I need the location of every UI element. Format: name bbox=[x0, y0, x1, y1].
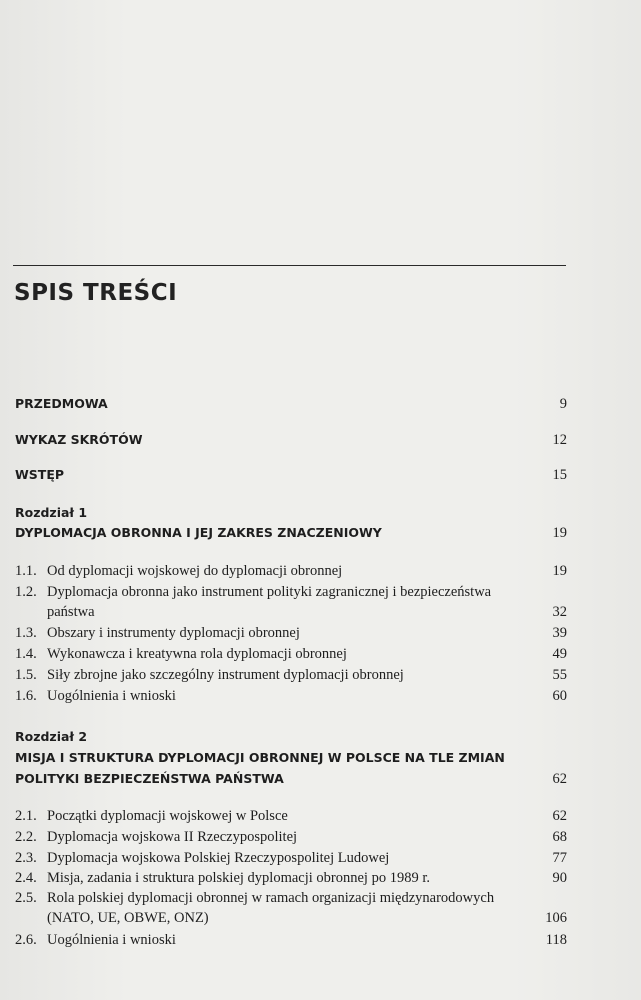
toc-section-entry[interactable] bbox=[15, 686, 567, 706]
toc-page-number: 90 bbox=[552, 870, 567, 886]
toc-section-entry[interactable] bbox=[15, 848, 567, 868]
section-number: 1.4. bbox=[15, 646, 37, 662]
section-title: Rola polskiej dyplomacji obronnej w ramach organizacji międzynarodowych (NATO, UE, OBWE, ONZ) bbox=[47, 890, 495, 926]
toc-page-number: 19 bbox=[552, 525, 567, 541]
section-title: Od dyplomacji wojskowej do dyplomacji obronnej bbox=[47, 563, 343, 579]
chapter-title-entry[interactable] bbox=[15, 747, 567, 789]
section-title: Misja, zadania i struktura polskiej dyplomacji obronnej po 1989 r. bbox=[47, 870, 430, 886]
section-title: Obszary i instrumenty dyplomacji obronnej bbox=[47, 625, 300, 641]
toc-section-entry[interactable] bbox=[15, 582, 567, 622]
toc-entry-label: WSTĘP bbox=[15, 467, 65, 482]
toc-page-number: 77 bbox=[552, 850, 567, 866]
section-title: Dyplomacja obronna jako instrument polityki zagranicznej i bezpieczeństwa państwa bbox=[47, 584, 492, 620]
chapter-title: MISJA I STRUKTURA DYPLOMACJI OBRONNEJ W POLSCE NA TLE ZMIAN POLITYKI BEZPIECZEŃSTWA PAŃSTWA bbox=[15, 750, 505, 786]
toc-section-entry[interactable] bbox=[15, 868, 567, 888]
toc-page-number: 49 bbox=[552, 646, 567, 662]
toc-page-number: 9 bbox=[559, 396, 567, 412]
section-number: 1.2. bbox=[15, 584, 37, 600]
toc-page-number: 68 bbox=[552, 829, 567, 845]
chapter-title-entry[interactable] bbox=[15, 523, 567, 543]
toc-section-entry[interactable] bbox=[15, 644, 567, 664]
section-title: Dyplomacja wojskowa Polskiej Rzeczypospolitej Ludowej bbox=[47, 850, 390, 866]
section-number: 1.1. bbox=[15, 563, 37, 579]
toc-section-entry[interactable] bbox=[15, 623, 567, 643]
section-number: 2.1. bbox=[15, 808, 37, 824]
toc-page-number: 12 bbox=[552, 432, 567, 448]
chapter-title: DYPLOMACJA OBRONNA I JEJ ZAKRES ZNACZENIOWY bbox=[15, 525, 382, 540]
section-number: 2.6. bbox=[15, 932, 37, 948]
toc-entry-wykaz-skrotow[interactable] bbox=[15, 430, 567, 450]
toc-section-entry[interactable] bbox=[15, 930, 567, 950]
toc-section-entry[interactable] bbox=[15, 665, 567, 685]
section-number: 2.4. bbox=[15, 870, 37, 886]
toc-page-number: 60 bbox=[552, 688, 567, 704]
section-title: Uogólnienia i wnioski bbox=[47, 688, 176, 704]
toc-section-entry[interactable] bbox=[15, 888, 567, 928]
toc-section-entry[interactable] bbox=[15, 806, 567, 826]
toc-entry-wstep[interactable] bbox=[15, 465, 567, 485]
section-title: Dyplomacja wojskowa II Rzeczypospolitej bbox=[47, 829, 298, 845]
section-number: 2.5. bbox=[15, 890, 37, 906]
section-number: 2.3. bbox=[15, 850, 37, 866]
toc-entry-przedmowa[interactable] bbox=[15, 394, 567, 414]
toc-page-number: 106 bbox=[545, 910, 567, 926]
page-title: SPIS TREŚCI bbox=[14, 280, 178, 306]
section-number: 1.6. bbox=[15, 688, 37, 704]
toc-page-number: 55 bbox=[552, 667, 567, 683]
toc-entry-label: PRZEDMOWA bbox=[15, 396, 108, 411]
toc-section-entry[interactable] bbox=[15, 561, 567, 581]
toc-section-entry[interactable] bbox=[15, 827, 567, 847]
section-number: 1.3. bbox=[15, 625, 37, 641]
section-title: Siły zbrojne jako szczególny instrument dyplomacji obronnej bbox=[47, 667, 404, 683]
section-title: Uogólnienia i wnioski bbox=[47, 932, 176, 948]
section-title: Wykonawcza i kreatywna rola dyplomacji obronnej bbox=[47, 646, 347, 662]
toc-page-number: 15 bbox=[552, 467, 567, 483]
section-number: 2.2. bbox=[15, 829, 37, 845]
toc-page-number: 62 bbox=[552, 808, 567, 824]
section-number: 1.5. bbox=[15, 667, 37, 683]
section-title: Początki dyplomacji wojskowej w Polsce bbox=[47, 808, 288, 824]
toc-page-number: 62 bbox=[552, 771, 567, 787]
header-rule bbox=[13, 265, 566, 266]
toc-page-number: 39 bbox=[552, 625, 567, 641]
toc-page-number: 118 bbox=[545, 932, 567, 948]
chapter-label: Rozdział 1 bbox=[15, 505, 88, 520]
toc-page-number: 32 bbox=[552, 604, 567, 620]
chapter-label: Rozdział 2 bbox=[15, 729, 88, 744]
toc-page-number: 19 bbox=[552, 563, 567, 579]
toc-entry-label: WYKAZ SKRÓTÓW bbox=[15, 432, 143, 447]
